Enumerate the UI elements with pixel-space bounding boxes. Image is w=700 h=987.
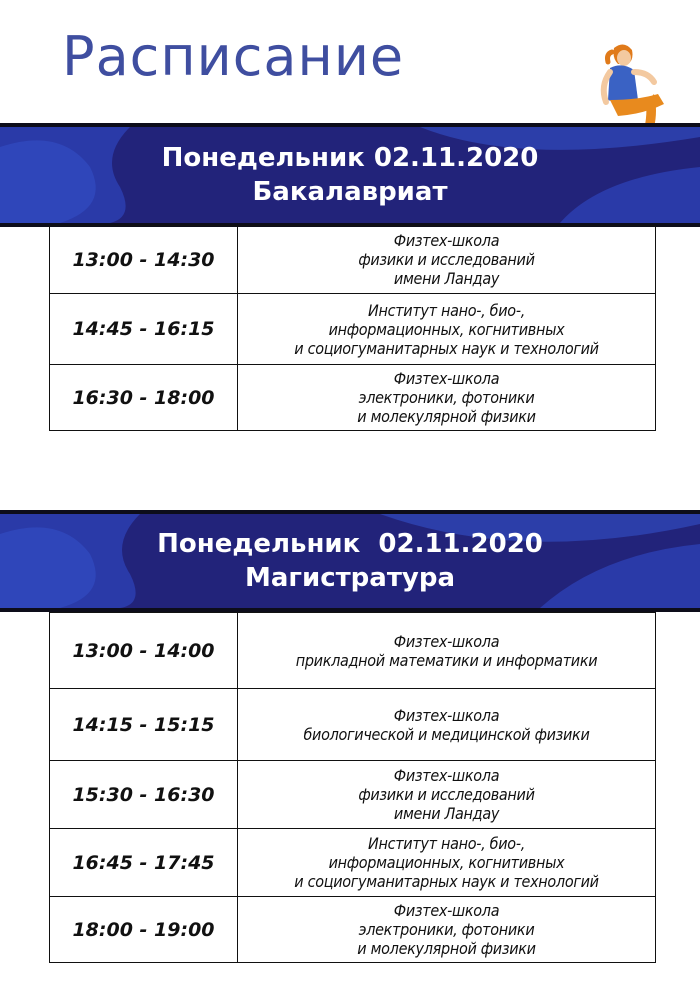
institute-line: электроники, фотоники (358, 388, 535, 407)
banner-date: Понедельник 02.11.2020 (161, 143, 539, 173)
institute-cell (238, 365, 656, 431)
institute-line: и молекулярной физики (357, 407, 536, 426)
banner-heading (0, 127, 700, 223)
institute-line: Физтех-школа (393, 369, 500, 388)
banner-program: Магистратура (244, 563, 456, 593)
institute-line: имени Ландау (393, 269, 500, 288)
institute-cell (238, 294, 656, 365)
table-row (50, 829, 656, 897)
banner-program: Бакалавриат (252, 177, 448, 207)
page-title: Расписание (62, 25, 405, 88)
institute-cell (238, 897, 656, 963)
institute-cell (238, 613, 656, 689)
time-cell: 16:30 - 18:00 (50, 365, 238, 431)
banner-master (0, 510, 700, 612)
institute-cell (238, 829, 656, 897)
institute-line: Физтех-школа (393, 705, 500, 725)
institute-line: Институт нано-, био-, (368, 300, 525, 320)
schedule-table-bachelor (49, 225, 656, 431)
table-row (50, 761, 656, 829)
table-row (50, 897, 656, 963)
time-cell: 18:00 - 19:00 (50, 897, 238, 963)
institute-line: физики и исследований (358, 785, 535, 804)
institute-line: Институт нано-, био-, (368, 834, 525, 853)
table-row (50, 294, 656, 365)
institute-line: информационных, когнитивных (328, 319, 565, 339)
institute-cell (238, 226, 656, 294)
table-row (50, 365, 656, 431)
time-cell: 15:30 - 16:30 (50, 761, 238, 829)
institute-line: Физтех-школа (393, 901, 500, 920)
schedule-table-master (49, 612, 656, 963)
time-cell: 13:00 - 14:00 (50, 613, 238, 689)
time-cell: 14:45 - 16:15 (50, 294, 238, 365)
institute-line: Физтех-школа (393, 231, 500, 250)
banner-date: Понедельник 02.11.2020 (157, 529, 543, 559)
institute-line: и социогуманитарных наук и технологий (294, 872, 599, 891)
table-row (50, 613, 656, 689)
banner-heading (0, 514, 700, 608)
table-row (50, 226, 656, 294)
time-cell: 16:45 - 17:45 (50, 829, 238, 897)
table-row (50, 689, 656, 761)
institute-line: прикладной математики и информатики (295, 650, 598, 670)
institute-line: и молекулярной физики (357, 939, 536, 958)
institute-line: электроники, фотоники (358, 920, 535, 939)
time-cell: 14:15 - 15:15 (50, 689, 238, 761)
institute-line: физики и исследований (358, 250, 535, 269)
time-cell: 13:00 - 14:30 (50, 226, 238, 294)
institute-line: биологической и медицинской физики (303, 724, 590, 744)
institute-line: информационных, когнитивных (328, 853, 565, 872)
institute-line: Физтех-школа (393, 766, 500, 785)
banner-bachelor (0, 123, 700, 227)
institute-cell (238, 761, 656, 829)
institute-line: имени Ландау (393, 804, 500, 823)
institute-cell (238, 689, 656, 761)
institute-line: Физтех-школа (393, 631, 500, 651)
institute-line: и социогуманитарных наук и технологий (294, 338, 599, 358)
